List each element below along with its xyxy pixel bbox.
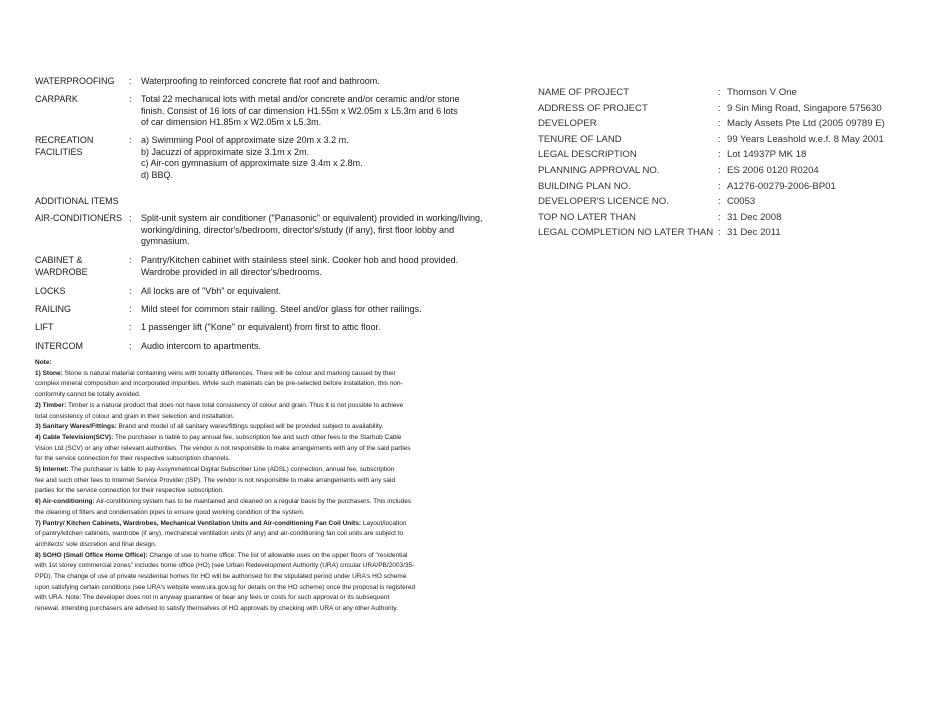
project-detail-value: Lot 14937P MK 18 (727, 149, 807, 161)
note-line (35, 604, 465, 615)
spec-colon: : (129, 135, 132, 145)
project-detail-colon: : (718, 164, 721, 176)
note-line (35, 465, 465, 476)
spec-value (141, 94, 467, 129)
note-line (35, 390, 465, 401)
spec-label-line: CABINET & (35, 255, 83, 265)
spec-value-line: c) Air-con gymnasium of approximate size 3.4m x 2.8m. (141, 158, 363, 169)
project-detail-key: PLANNING APPROVAL NO. (538, 164, 660, 176)
spec-label (35, 255, 123, 278)
note-text: parties for the service connection for their respective subscription. (35, 487, 224, 495)
project-detail-colon: : (718, 227, 721, 239)
spec-colon: : (129, 255, 132, 265)
spec-colon: : (129, 76, 132, 86)
note-line (35, 572, 465, 583)
notes-title: Note: (35, 359, 52, 366)
project-detail-row (538, 163, 908, 179)
note-text: with 1st storey commercial zones" includes home office (HO) (see Urban Redevelopment Authority (URA) circular URA/PB/2003/35- (35, 562, 415, 570)
note-heading: 7) Pantry/ Kitchen Cabinets, Wardrobes, Mechanical Ventilation Units and Air-conditioning Fan Coil Units: (35, 519, 361, 527)
project-detail-row (538, 147, 908, 163)
project-detail-colon: : (718, 149, 721, 161)
note-line (35, 497, 465, 508)
spec-value (141, 213, 483, 248)
spec-colon: : (129, 94, 132, 104)
spec-value-line: finish. Consist of 16 lots of car dimension H1.55m x W2.05m x L5.3m and 6 lots (141, 105, 458, 116)
project-detail-row (538, 116, 908, 132)
note-line (35, 486, 465, 497)
project-detail-colon: : (718, 133, 721, 145)
project-detail-row (538, 225, 908, 241)
spec-colon: : (129, 341, 132, 351)
note-line (35, 369, 465, 380)
note-text: complex mineral composition and incorporated impurities. While such materials can be pre-selected before installation, this non- (35, 380, 403, 388)
spec-value-line: gymnasium. (141, 236, 190, 247)
note-text: The purchaser is liable to pay annual fee, subscription fee and such other fees to the Starhub Cable (113, 433, 402, 441)
project-detail-value: 9 Sin Ming Road, Singapore 575630 (727, 102, 882, 114)
spec-value-line: Split-unit system air conditioner ("Panasonic" or equivalent) provided in working/living, (141, 213, 483, 223)
note-text: conformity cannot be totally avoided. (35, 391, 141, 399)
note-line (35, 433, 465, 444)
note-line (35, 561, 465, 572)
project-detail-row (538, 210, 908, 226)
note-text: the cleaning of filters and condensation pipes to ensure good working condition of the system. (35, 508, 305, 516)
note-line (35, 401, 465, 412)
spec-value-line: d) BBQ. (141, 169, 174, 180)
note-line (35, 529, 465, 540)
spec-label-line: WARDROBE (35, 266, 88, 277)
note-line (35, 476, 465, 487)
note-line (35, 583, 465, 594)
note-heading: 2) Timber: (35, 401, 67, 409)
project-detail-colon: : (718, 211, 721, 223)
note-line (35, 508, 465, 519)
project-detail-value: ES 2006 0120 R0204 (727, 164, 819, 176)
note-text: The purchaser is liable to pay Assymmetrical Digital Subscriber Line (ADSL) connection, annual fee, subscription (68, 466, 395, 474)
project-detail-value: 31 Dec 2008 (727, 211, 782, 223)
spec-label-line: LOCKS (35, 286, 66, 296)
project-detail-value: 31 Dec 2011 (727, 227, 781, 239)
spec-label (35, 76, 123, 88)
project-detail-key: TENURE OF LAND (538, 133, 622, 145)
project-detail-row (538, 132, 908, 148)
note-text: with URA. Note: The developer does not in anyway guarantee or bear any fees or costs for such approval or its subsequent (35, 594, 390, 602)
note-line (35, 412, 465, 423)
project-details (538, 85, 908, 241)
project-detail-value: A1276-00279-2006-BP01 (727, 180, 836, 192)
spec-label (35, 286, 123, 298)
spec-label (35, 213, 123, 225)
note-text: Brand and model of all sanitary wares/fittings supplied will be provided subject to availability. (116, 423, 384, 431)
spec-value-line: a) Swimming Pool of approximate size 20m x 3.2 m. (141, 135, 349, 145)
spec-value-line: All locks are of "Vbh" or equivalent. (141, 286, 281, 296)
project-detail-key: LEGAL COMPLETION NO LATER THAN (538, 227, 714, 239)
spec-label (35, 94, 123, 106)
note-line (35, 519, 465, 530)
note-line (35, 593, 465, 604)
spec-value-line: of car dimension H1.85m x W2.05m x L5.3m. (141, 117, 322, 128)
note-text: of pantry/kitchen cabinets, wardrobe (if any), mechanical ventilation units (if any) and air-conditioning fan coil units are subject to (35, 530, 404, 538)
note-text: upon satisfying certain conditions (see URA's website www.ura.gov.sg for details on the HO scheme) once the proposal is registered (35, 583, 416, 591)
note-line (35, 551, 465, 562)
project-detail-value: Thomson V One (727, 87, 797, 98)
spec-label (35, 341, 123, 353)
note-text: for the service connection for their respective subscription channels. (35, 455, 231, 463)
project-detail-colon: : (718, 102, 721, 114)
spec-label-line: INTERCOM (35, 341, 83, 351)
spec-value-line: Audio intercom to apartments. (141, 341, 262, 351)
spec-value-line: Mild steel for common stair railing. Steel and/or glass for other railings. (141, 304, 422, 314)
spec-colon: : (129, 322, 132, 332)
spec-label-line: LIFT (35, 322, 54, 332)
note-heading: 1) Stone: (35, 369, 63, 377)
note-text: renewal. Intending purchasers are advised to satisfy themselves of HO approvals by checking with URA or any other Authority. (35, 605, 398, 613)
note-text: Layout/location (361, 519, 407, 527)
project-detail-row (538, 85, 908, 101)
spec-value-line: Total 22 mechanical lots with metal and/or concrete and/or ceramic and/or stone (141, 94, 460, 104)
project-detail-value: Macly Assets Pte Ltd (2005 09789 E) (727, 118, 885, 130)
project-detail-key: TOP NO LATER THAN (538, 211, 636, 223)
project-detail-key: ADDRESS OF PROJECT (538, 102, 648, 114)
spec-colon: : (129, 304, 132, 314)
spec-value-line: b) Jacuzzi of approximate size 3.1m x 2m. (141, 146, 310, 157)
notes-section (35, 358, 465, 615)
project-detail-colon: : (718, 180, 721, 192)
spec-label (35, 135, 123, 158)
spec-label-line: AIR-CONDITIONERS (35, 213, 123, 223)
project-detail-colon: : (718, 87, 721, 98)
spec-colon: : (129, 213, 132, 223)
project-detail-key: LEGAL DESCRIPTION (538, 149, 637, 161)
spec-value-line: 1 passenger lift ("Kone" or equivalent) from first to attic floor. (141, 322, 381, 332)
spec-value (141, 286, 467, 298)
note-line (35, 540, 465, 551)
spec-value-line: Pantry/Kitchen cabinet with stainless steel sink. Cooker hob and hood provided. (141, 255, 459, 265)
note-heading: 4) Cable Television(SCV): (35, 433, 114, 441)
note-heading: 3) Sanitary Wares/Fittings: (35, 423, 117, 431)
note-text: total consistency of colour and grain in their selection and installation. (35, 412, 235, 420)
note-text: Change of use to home office: The list of allowable uses on the upper floors of "residential (147, 551, 408, 559)
project-detail-value: C0053 (727, 196, 756, 208)
additional-items-heading: ADDITIONAL ITEMS (35, 196, 119, 206)
spec-value-line: working/dining, director's/bedroom, director's/study (if any), first floor lobby and (141, 224, 455, 235)
note-line (35, 454, 465, 465)
note-heading: 8) SOHO (Small Office Home Office): (35, 551, 148, 559)
project-detail-value: 99 Years Leashold w.e.f. 8 May 2001 (727, 133, 884, 145)
spec-value-line: Waterproofing to reinforced concrete flat roof and bathroom. (141, 76, 380, 86)
note-line (35, 379, 465, 390)
project-detail-row (538, 194, 908, 210)
note-line (35, 422, 465, 433)
note-text: Vision Ltd (SCV) or any other relevant authorities. The vendor is not responsible to make arrangements with any of the said parties (35, 444, 411, 452)
note-line (35, 444, 465, 455)
note-text: Timber is a natural product that does not have total consistency of colour and grain. Thus it is not possible to achieve (66, 401, 404, 409)
note-text: fee and such other fees to Internet Service Provider (ISP). The vendor is not responsible to make arrangements with any said (35, 476, 396, 484)
spec-label (35, 322, 123, 334)
note-text: architects' sole discretion and final design. (35, 540, 157, 548)
project-detail-key: NAME OF PROJECT (538, 87, 630, 98)
spec-label (35, 304, 123, 316)
spec-label-line: FACILITIES (35, 146, 83, 157)
project-detail-colon: : (718, 118, 721, 130)
note-text: PPD). The change of use of private residential homes for HO will be authorised for the stipulated period under URA's HO scheme (35, 573, 407, 581)
note-text: Stone is natural material containing veins with tonality differences. There will be colour and marking caused by their (62, 369, 396, 377)
spec-value (141, 304, 467, 316)
spec-label-line: RAILING (35, 304, 72, 314)
spec-value (141, 341, 467, 353)
spec-label-line: CARPARK (35, 94, 78, 104)
note-text: Air-conditioning system has to be maintained and cleaned on a regular basis by the purchasers. This includes (94, 498, 412, 506)
spec-value (141, 255, 467, 278)
project-detail-row (538, 179, 908, 195)
project-detail-key: DEVELOPER'S LICENCE NO. (538, 196, 669, 208)
spec-value (141, 135, 467, 181)
project-detail-key: DEVELOPER (538, 118, 597, 130)
spec-value-line: Wardrobe provided in all director's/bedrooms. (141, 266, 322, 277)
spec-value (141, 322, 467, 334)
note-heading: 6) Air-conditioning: (35, 498, 95, 506)
spec-colon: : (129, 286, 132, 296)
project-detail-key: BUILDING PLAN NO. (538, 180, 631, 192)
spec-label-line: RECREATION (35, 135, 94, 145)
project-detail-colon: : (718, 196, 721, 208)
spec-label-line: WATERPROOFING (35, 76, 115, 86)
project-detail-row (538, 101, 908, 117)
note-heading: 5) Internet: (35, 466, 69, 474)
spec-value (141, 76, 467, 88)
